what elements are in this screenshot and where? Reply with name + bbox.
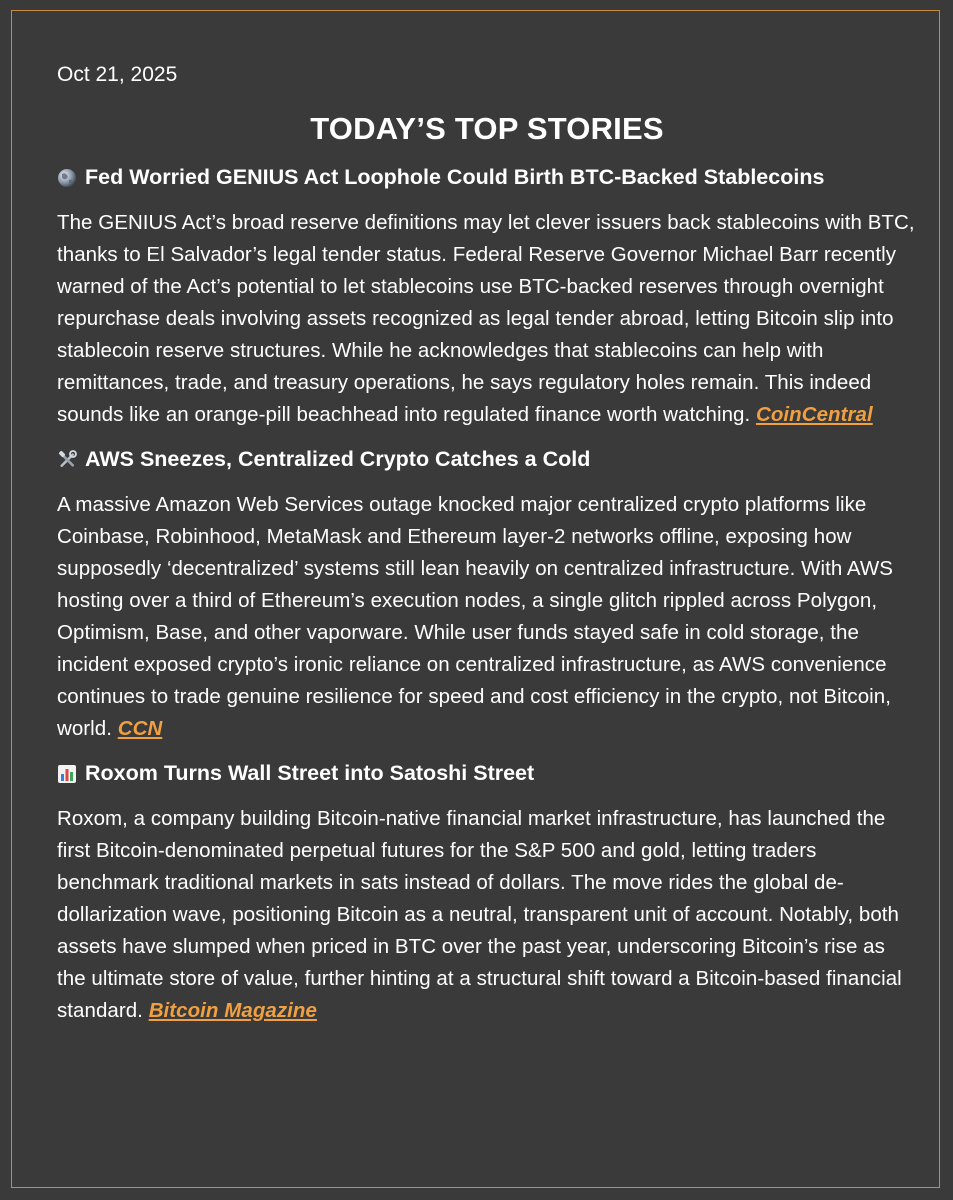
story-title: [57, 445, 917, 473]
story-1: [57, 163, 917, 431]
newsletter-content: [57, 61, 917, 1027]
story-3: [57, 759, 917, 1027]
story-title-text: AWS Sneezes, Centralized Crypto Catches a Cold: [85, 447, 591, 471]
newsletter-frame: [11, 10, 940, 1188]
story-body-text: The GENIUS Act’s broad reserve definitions may let clever issuers back stablecoins with BTC, thanks to El Salvador’s legal tender status. Federal Reserve Governor Michael Barr recently warned of the Act’s potential to let stablecoins use BTC-backed reserves through overnight repurchase deals involving assets recognized as legal tender abroad, letting Bitcoin slip into stablecoin reserve structures. While he acknowledges that stablecoins can help with remittances, trade, and treasury operations, he says regulatory holes remain. This indeed sounds like an orange-pill beachhead into regulated finance worth watching.: [57, 211, 915, 426]
story-title: [57, 759, 917, 787]
story-body-text: A massive Amazon Web Services outage knocked major centralized crypto platforms like Coinbase, Robinhood, MetaMask and Ethereum layer-2 networks offline, exposing how supposedly ‘decentralized’ systems still lean heavily on centralized infrastructure. With AWS hosting over a third of Ethereum’s execution nodes, a single glitch rippled across Polygon, Optimism, Base, and other vaporware. While user funds stayed safe in cold storage, the incident exposed crypto’s ironic reliance on centralized infrastructure, as AWS convenience continues to trade genuine resilience for speed and cost efficiency in the crypto, not Bitcoin, world.: [57, 493, 894, 740]
story-title-text: Roxom Turns Wall Street into Satoshi Street: [85, 761, 535, 785]
globe-icon: [57, 167, 77, 187]
story-title-text: Fed Worried GENIUS Act Loophole Could Birth BTC-Backed Stablecoins: [85, 165, 825, 189]
bar-chart-icon: [57, 763, 77, 783]
story-title: [57, 163, 917, 191]
source-link-bitcoin-magazine[interactable]: Bitcoin Magazine: [148, 999, 317, 1022]
source-link-coincentral[interactable]: CoinCentral: [755, 403, 873, 426]
page-title: TODAY’S TOP STORIES: [310, 111, 664, 146]
story-body: [57, 803, 917, 1027]
story-body-text: Roxom, a company building Bitcoin-native financial market infrastructure, has launched the first Bitcoin-denominated perpetual futures for the S&P 500 and gold, letting traders benchmark traditional markets in sats instead of dollars. The move rides the global de-dollarization wave, positioning Bitcoin as a neutral, transparent unit of account. Notably, both assets have slumped when priced in BTC over the past year, underscoring Bitcoin’s rise as the ultimate store of value, further hinting at a structural shift toward a Bitcoin-based financial standard.: [57, 807, 902, 1022]
tools-icon: [57, 449, 77, 469]
issue-date: Oct 21, 2025: [57, 63, 178, 86]
story-2: [57, 445, 917, 745]
story-body: [57, 489, 917, 745]
source-link-ccn[interactable]: CCN: [117, 717, 163, 740]
story-body: [57, 207, 917, 431]
